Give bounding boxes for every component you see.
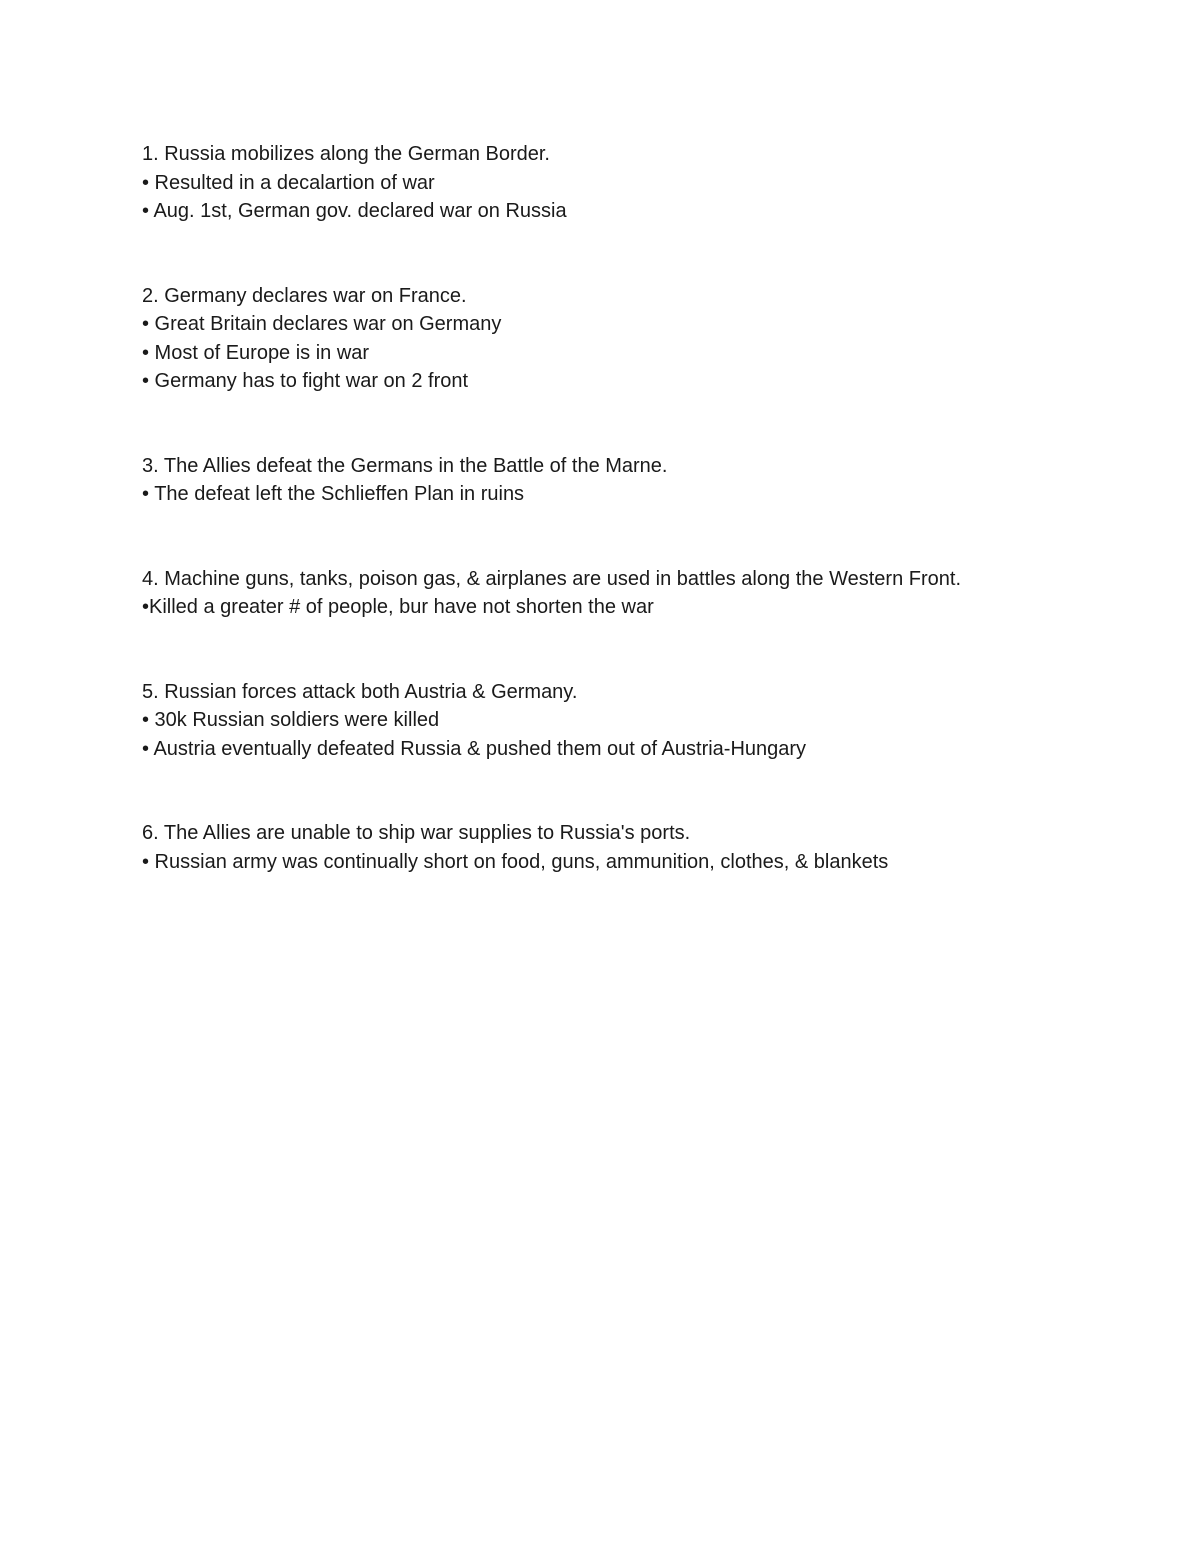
section-heading: 5. Russian forces attack both Austria & Germany. [142, 680, 578, 703]
section-heading: 2. Germany declares war on France. [142, 284, 467, 307]
bullet-item: • Germany has to fight war on 2 front [142, 370, 469, 392]
bullet-item: • Russian army was continually short on food, guns, ammunition, clothes, & blankets [142, 850, 889, 873]
notes-list [142, 140, 1142, 932]
section-1 [142, 140, 1142, 226]
bullet-item: • Aug. 1st, German gov. declared war on Russia [142, 200, 567, 222]
section-heading: 3. The Allies defeat the Germans in the Battle of the Marne. [142, 454, 668, 477]
bullet-item: • Most of Europe is in war [142, 341, 370, 364]
bullet-item: • Austria eventually defeated Russia & pushed them out of Austria-Hungary [142, 737, 807, 760]
section-6 [142, 819, 1142, 876]
bullet-item: • 30k Russian soldiers were killed [142, 709, 440, 731]
bullet-item: • The defeat left the Schlieffen Plan in ruins [142, 483, 525, 505]
section-3 [142, 452, 1142, 509]
section-2 [142, 282, 1142, 396]
bullet-item: • Great Britain declares war on Germany [142, 313, 502, 335]
section-heading: 6. The Allies are unable to ship war supplies to Russia's ports. [142, 822, 691, 844]
section-heading: 4. Machine guns, tanks, poison gas, & airplanes are used in battles along the Western Front. [142, 567, 961, 590]
section-4 [142, 565, 1142, 622]
bullet-item: •Killed a greater # of people, bur have not shorten the war [142, 596, 654, 618]
bullet-item: • Resulted in a decalartion of war [142, 171, 435, 194]
section-5 [142, 678, 1142, 764]
section-heading: 1. Russia mobilizes along the German Border. [142, 143, 550, 165]
